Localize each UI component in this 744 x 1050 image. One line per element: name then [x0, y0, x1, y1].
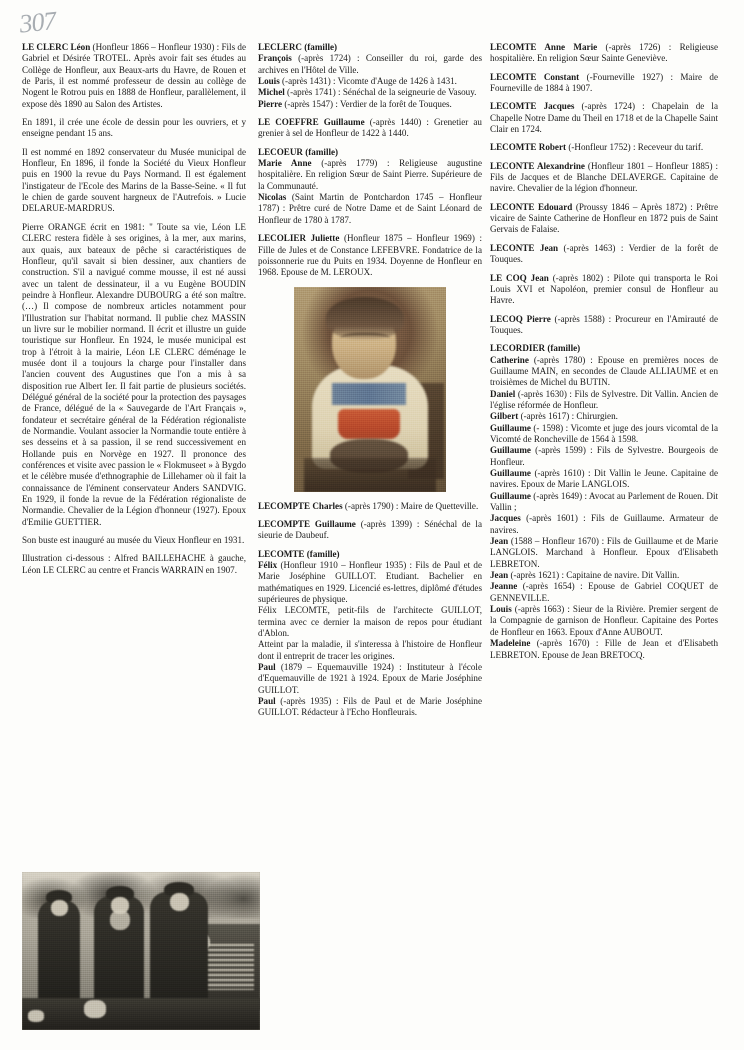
entry-headword: Madeleine	[490, 638, 531, 649]
photo-face-right	[170, 893, 189, 911]
painting-red-band	[338, 409, 400, 439]
photo-beard	[110, 910, 130, 930]
entry-headword: Guillaume	[490, 422, 531, 433]
subentry-lecoeur-nicolas: Nicolas (Saint Martin de Pontchardon 1745 – Honfleur 1787) : Prêtre curé de Notre Dame et de Saint Léonard de Honfleur de 1780 à 1787.	[258, 192, 482, 225]
entry-headword: Jean	[490, 570, 509, 581]
subentry-lecordier-guillaume-1599: Guillaume (-après 1599) : Fils de Sylvestre. Bourgeois de Honfleur.	[490, 445, 718, 467]
entry-lecolier-juliette: LECOLIER Juliette (Honfleur 1875 – Honfleur 1969) : Fille de Jules et de Constance LEFEBVRE. Fondatrice de la poissonnerie rue du Puits en 1934. Doyenne de Honfleur en 1968. Epouse de M. LEROUX.	[258, 233, 482, 278]
entry-headword: LECOMTE Anne Marie	[490, 42, 598, 52]
paragraph-buste-1931: Son buste est inauguré au musée du Vieux Honfleur en 1931.	[22, 535, 245, 546]
entry-headword: Jacques	[490, 513, 521, 524]
entry-headword: Paul	[258, 696, 276, 707]
entry-headword: LECOMPTE Guillaume	[258, 518, 356, 529]
handwritten-page-number: 307	[17, 6, 57, 39]
subentry-lecomte-paul-1879: Paul (1879 – Equemauville 1924) : Instituteur à l'école d'Equemauville de 1921 à 1924. Epoux de Marie Joséphine GUILLOT.	[258, 662, 482, 695]
column-1	[22, 42, 246, 583]
entry-headword: Daniel	[490, 388, 516, 399]
subentry-leclerc-francois: François (-après 1724) : Conseiller du roi, garde des archives en l'Hôtel de Ville.	[258, 53, 482, 75]
entry-headword: Guillaume	[490, 490, 531, 501]
subentry-lecomte-paul-1935: Paul (-après 1935) : Fils de Paul et de Marie Joséphine GUILLOT. Rédacteur à l'Echo Honfleurais.	[258, 696, 482, 718]
subentry-lecordier-guillaume-1598: Guillaume (- 1598) : Vicomte et juge des jours vicomtal de la Vicomté de Roncheville de 1564 à 1598.	[490, 422, 718, 444]
entry-headword: LECOMTE Constant	[490, 71, 580, 82]
column-3	[490, 42, 718, 668]
entry-headword: Nicolas	[258, 192, 287, 203]
paragraph-le-clerc-1891: En 1891, il crée une école de dessin pour les ouvriers, et y enseigne pendant 15 ans.	[22, 117, 246, 139]
entry-headword: Félix	[258, 559, 278, 570]
paragraph-felix-lecomte-maladie: Atteint par la maladie, il s'interessa à l'histoire de Honfleur dont il entreprit de tracer les origines.	[258, 639, 482, 661]
subentry-lecordier-catherine: Catherine (-après 1780) : Epouse en premières noces de Guillaume MAIN, en secondes de Claude ALLIAUME et en troisièmes de Michel du BUTIN.	[490, 354, 718, 388]
subentry-lecordier-jacques: Jacques (-après 1601) : Fils de Guillaume. Armateur de navires.	[490, 513, 718, 535]
entry-leconte-jean: LECONTE Jean (-après 1463) : Verdier de la forêt de Touques.	[490, 242, 718, 265]
painting-glasses	[340, 333, 390, 346]
subentry-lecomte-felix: Félix (Honfleur 1910 – Honfleur 1935) : Fils de Paul et de Marie Joséphine GUILLOT. Etudiant. Bachelier en mathématiques en 1929. Licencié es-lettres, diplômé d'études supérieures de physique.	[258, 559, 482, 604]
entry-le-coeffre-guillaume: LE COEFFRE Guillaume (-après 1440) : Grenetier au grenier à sel de Honfleur de 1422 à 1440.	[258, 117, 482, 139]
entry-headword: Marie Anne	[258, 158, 312, 169]
entry-headword: LECOLIER Juliette	[258, 233, 340, 244]
photo-rock-2	[28, 1010, 44, 1022]
subentry-lecordier-jeanne: Jeanne (-après 1654) : Epouse de Gabriel COQUET de GENNEVILLE.	[490, 581, 718, 603]
entry-headword: Gilbert	[490, 411, 519, 422]
subentry-lecordier-gilbert: Gilbert (-après 1617) : Chirurgien.	[490, 411, 618, 422]
entry-headword: LE CLERC Léon	[22, 42, 91, 52]
column-2	[258, 42, 482, 726]
entry-headword: LECONTE Jean	[490, 242, 559, 253]
entry-lecompte-charles: LECOMPTE Charles (-après 1790) : Maire de Quetteville.	[258, 500, 479, 511]
entry-headword: LECOMTE Jacques	[490, 101, 575, 112]
entry-lecompte-guillaume: LECOMPTE Guillaume (-après 1399) : Sénéchal de la sieurie de Daubeuf.	[258, 518, 482, 541]
entry-headword: François	[258, 53, 292, 64]
entry-headword: Guillaume	[490, 445, 531, 456]
subentry-lecordier-jean-1588: Jean (1588 – Honfleur 1670) : Fils de Guillaume et de Marie LANGLOIS. Marchand à Honfleur. Epoux d'Elisabeth LEBRETON.	[490, 536, 718, 569]
painting-lap	[304, 458, 436, 492]
entry-leconte-alexandrine: LECONTE Alexandrine (Honfleur 1801 – Honfleur 1885) : Fils de Jacques et de Blanche DELAVERGE. Capitaine de navire. Chevalier de la légion d'honneur.	[490, 160, 718, 194]
entry-lecomte-robert: LECOMTE Robert (-Honfleur 1752) : Receveur du tarif.	[490, 142, 704, 153]
photo-face-left	[51, 900, 68, 916]
entry-headword: Jeanne	[490, 581, 518, 592]
entry-lecomte-jacques: LECOMTE Jacques (-après 1724) : Chapelain de la Chapelle Notre Dame du Theil en 1718 et de la Chapelle Saint Clair en 1724.	[490, 101, 718, 135]
paragraph-pierre-orange-quote: Pierre ORANGE écrit en 1981: " Toute sa vie, Léon LE CLERC restera fidèle à ses origines, à la mer, aux marins, aux quais, aux bateaux de pêche si caractéristiques de Honfleur, qu'il savait si bien dessiner, aux chantiers de construction. S'il a navigué comme mousse, il est né aussi avec un talent de dessinateur, il a vu Eugène BOUDIN peindre à Honfleur. Alexandre DUBOURG a été son maître. (…) Il compose de nombreux articles notamment pour l'Illustration sur l'habitat normand. Il publie chez MASSIN un livre sur le mobilier normand. Il écrit et illustre un guide touristique sur Honfleur. En 1924, le musée municipal est trop à l'étroit à la mairie, Léon LE CLERC déménage le musée dont il a toujours la charge pour l'installer dans l'ancien couvent des Augustines que l'on a mis à sa disposition rue Albert Ier. Il fait partie de plusieurs sociétés. Délégué général de la société pour la protection des paysages de France, délégué de la « Sauvegarde de l'Art Français », fondateur et secrétaire général de la Fédération régionaliste de Normandie. Voulant associer la Normandie toute entière à ses desseins et à sa passion, il se rend successivement en Hollande puis en Norvège en 1927. Il prononce des conférences et visite avec passion le « Flokmuseet » à Bygdo et le célèbre musée d'ethnographie de Lillehamer où il fait la connaissance de l'éminent conservateur Anders SANDVIG. En 1929, il fonde la revue de la Fédération régionaliste de Normandie. Chevalier de la Légion d'honneur (1927). Epoux d'Emilie GUETTIER.	[22, 221, 246, 527]
entry-headword: Pierre	[258, 98, 283, 109]
entry-headword: LE COQ Jean	[490, 272, 549, 283]
photo-rock-1	[84, 1000, 106, 1018]
illustration-caption: Illustration ci-dessous : Alfred BAILLEHACHE à gauche, Léon LE CLERC au centre et Francis WARRAIN en 1907.	[22, 553, 246, 575]
entry-le-clerc-leon: LE CLERC Léon (Honfleur 1866 – Honfleur 1930) : Fils de Gabriel et Désirée TROTEL. Après avoir fait ses études au Collège de Honfleur, aux Beaux-arts du Havre, de Rouen et de Paris, il est nommé professeur de dessin au collège de Nogent le Rotrou puis en 1888 de Honfleur, parallèlement, il expose dès 1890 au Salon des Artistes.	[22, 42, 246, 109]
entry-lecordier-famille: LECORDIER (famille)	[490, 343, 581, 354]
entry-headword: Louis	[490, 604, 512, 615]
subentry-lecordier-daniel: Daniel (-après 1630) : Fils de Sylvestre. Dit Vallin. Ancien de l'église réformée de Honfleur.	[490, 388, 718, 410]
subentry-lecordier-louis: Louis (-après 1663) : Sieur de la Rivière. Premier sergent de la Compagnie de garnison de Honfleur. Capitaine des Portes de Honfleur en 1663. Epoux d'Anne AUBOUT.	[490, 604, 718, 637]
paragraph-le-clerc-1892: Il est nommé en 1892 conservateur du Musée municipal de Honfleur, En 1896, il fonde la Société du Vieux Honfleur puis en 1900 la revue du Pays Normand. Il est également l'instigateur de l'Ecole des Marins de la Basse-Seine. « Il fut le chien de garde souvent hargneux de l'Autrefois. » Lucie DELARUE-MARDRUS.	[22, 146, 246, 214]
entry-le-coq-jean: LE COQ Jean (-après 1802) : Pilote qui transporta le Roi Louis XVI et Napoléon, premier consul de Honfleur au Havre.	[490, 272, 718, 306]
painting-illustration	[294, 287, 446, 492]
entry-lecoeur-famille: LECOEUR (famille)	[258, 146, 339, 157]
painting-blue-band	[332, 383, 406, 405]
photo-man-left	[38, 900, 80, 1008]
entry-headword: Paul	[258, 662, 276, 672]
subentry-lecordier-guillaume-1610: Guillaume (-après 1610) : Dit Vallin le Jeune. Capitaine de navires. Epoux de Marie LANGLOIS.	[490, 468, 718, 490]
entry-leclerc-famille: LECLERC (famille)	[258, 42, 338, 52]
entry-headword: LECONTE Alexandrine	[490, 160, 585, 171]
photo-car-grille	[202, 944, 254, 990]
entry-headword: LECONTE Edouard	[490, 201, 573, 212]
entry-leconte-edouard: LECONTE Edouard (Proussy 1846 – Après 1872) : Prêtre vicaire de Sainte Catherine de Honfleur en 1872 puis de Saint Gervais de Falaise.	[490, 201, 718, 235]
paragraph-felix-lecomte-architecte: Félix LECOMTE, petit-fils de l'architecte GUILLOT, termina avec ce dernier la maison de repos pour étudiant d'Ablon.	[258, 605, 482, 638]
subentry-leclerc-michel: Michel (-après 1741) : Sénéchal de la seigneurie de Vasouy.	[258, 87, 477, 98]
entry-lecomte-anne-marie: LECOMTE Anne Marie (-après 1726) : Religieuse hospitalière. En religion Sœur Sainte Geneviève.	[490, 42, 719, 64]
entry-headword: Catherine	[490, 354, 529, 365]
entry-headword: Guillaume	[490, 468, 531, 478]
entry-lecoq-pierre: LECOQ Pierre (-après 1588) : Procureur en l'Amirauté de Touques.	[490, 313, 718, 335]
entry-headword: Michel	[258, 87, 285, 98]
entry-headword: Louis	[258, 76, 280, 87]
entry-headword: LECOMTE Robert	[490, 142, 567, 153]
subentry-lecordier-madeleine: Madeleine (-après 1670) : Fille de Jean et d'Elisabeth LEBRETON. Epouse de Jean BRETOCQ.	[490, 638, 718, 660]
entry-lecomte-constant: LECOMTE Constant (-Fourneville 1927) : Maire de Fourneville de 1884 à 1907.	[490, 71, 718, 94]
subentry-lecordier-guillaume-1649: Guillaume (-après 1649) : Avocat au Parlement de Rouen. Dit Vallin ;	[490, 490, 718, 513]
subentry-leclerc-pierre: Pierre (-après 1547) : Verdier de la forêt de Touques.	[258, 98, 452, 109]
subentry-lecordier-jean-1621: Jean (-après 1621) : Capitaine de navire. Dit Vallin.	[490, 570, 680, 581]
entry-headword: Jean	[490, 536, 509, 547]
subentry-leclerc-louis: Louis (-après 1431) : Vicomte d'Auge de 1426 à 1431.	[258, 76, 457, 87]
entry-headword: LE COEFFRE Guillaume	[258, 117, 365, 128]
entry-headword: LECOMPTE Charles	[258, 500, 343, 511]
entry-headword: LECOQ Pierre	[490, 313, 551, 324]
entry-lecomte-famille: LECOMTE (famille)	[258, 548, 340, 559]
subentry-lecoeur-marie-anne: Marie Anne (-après 1779) : Religieuse augustine hospitalière. En religion Sœur de Saint Pierre. Supérieure de la Communauté.	[258, 158, 482, 191]
photograph-illustration	[22, 872, 260, 1030]
photo-ground	[22, 998, 260, 1030]
